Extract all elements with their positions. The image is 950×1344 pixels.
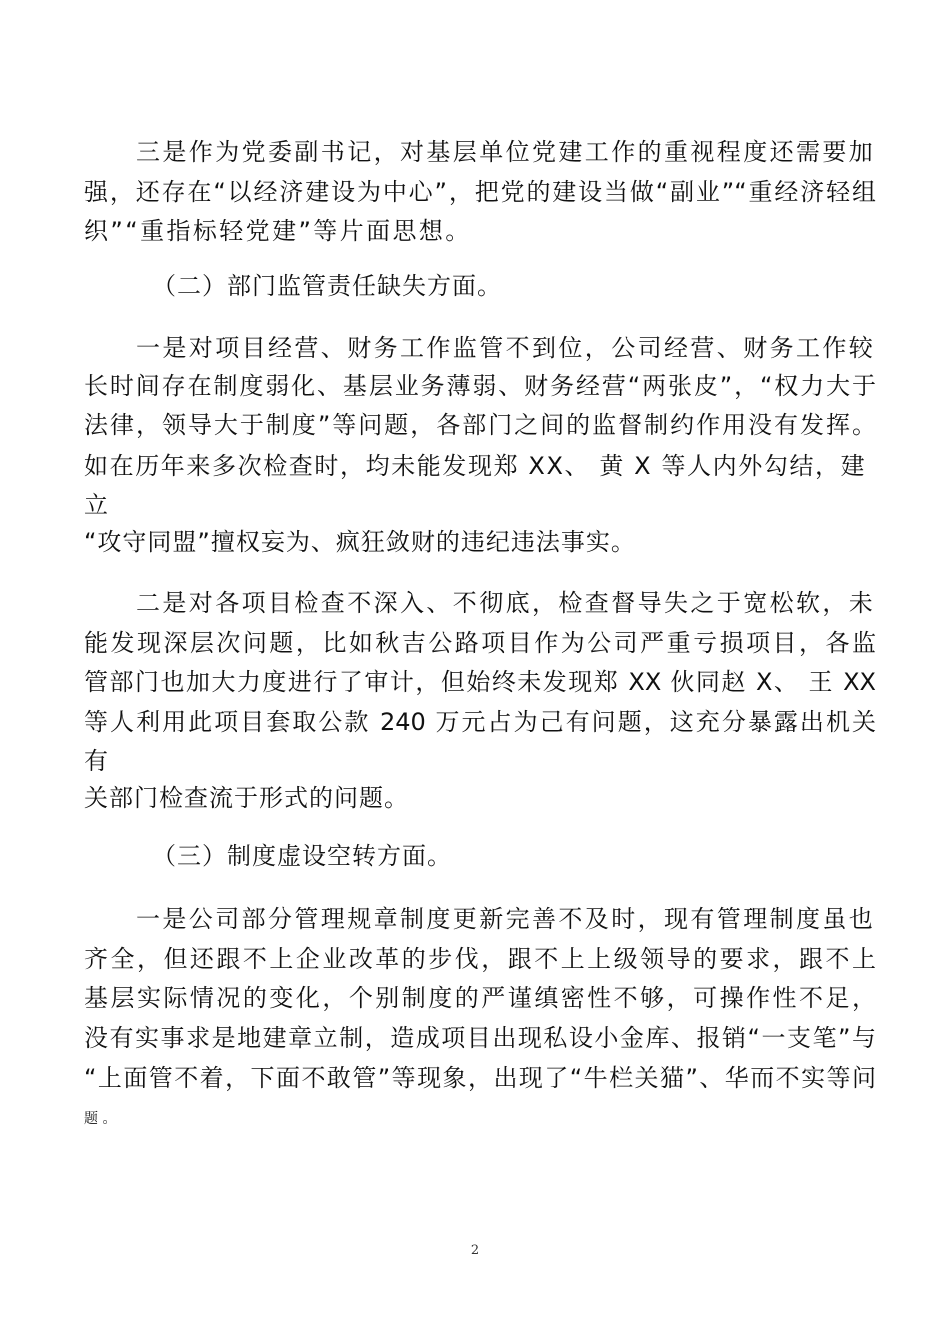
text-line: 强，还存在“以经济建设为中心”，把党的建设当做“副业”“重经济轻组 [84,178,876,206]
page-number: 2 [470,1243,480,1258]
text-line: 长时间存在制度弱化、基层业务薄弱、财务经营“两张皮”，“权力大于 [84,372,876,400]
text-line: 管部门也加大力度进行了审计，但始终未发现郑 XX 伙同赵 X、 王 XX [84,668,876,696]
text-line: 题 。 [84,1111,117,1127]
text-line: 等人利用此项目套取公款 240 万元占为己有问题，这充分暴露出机关 [84,708,876,736]
text-line: 基层实际情况的变化，个别制度的严谨缜密性不够，可操作性不足， [84,984,876,1012]
text-line: 一是公司部分管理规章制度更新完善不及时，现有管理制度虽也 [136,905,876,933]
text-line: 织”“重指标轻党建”等片面思想。 [84,217,472,245]
text-line: “攻守同盟”擅权妄为、疯狂敛财的违纪违法事实。 [84,528,636,556]
text-line: 没有实事求是地建章立制，造成项目出现私设小金库、报销“一支笔”与 [84,1024,876,1052]
text-line: 立 [84,491,111,519]
text-line: “上面管不着，下面不敢管”等现象，出现了“牛栏关猫”、华而不实等问 [84,1064,876,1092]
text-line: 一是对项目经营、财务工作监管不到位，公司经营、财务工作较 [136,334,876,362]
text-line: 关部门检查流于形式的问题。 [84,784,409,812]
text-line: 二是对各项目检查不深入、不彻底，检查督导失之于宽松软，未 [136,589,876,617]
text-line: 法律，领导大于制度”等问题，各部门之间的监督制约作用没有发挥。 [84,411,876,439]
text-line: 能发现深层次问题，比如秋吉公路项目作为公司严重亏损项目，各监 [84,629,876,657]
text-line: 如在历年来多次检查时，均未能发现郑 XX、 黄 X 等人内外勾结，建 [84,452,867,480]
text-line: 有 [84,747,111,775]
text-line: 三是作为党委副书记，对基层单位党建工作的重视程度还需要加 [136,138,876,166]
text-line: 齐全，但还跟不上企业改革的步伐，跟不上上级领导的要求，跟不上 [84,945,876,973]
section-heading: （二）部门监管责任缺失方面。 [152,272,502,300]
section-heading: （三）制度虚设空转方面。 [152,842,452,870]
